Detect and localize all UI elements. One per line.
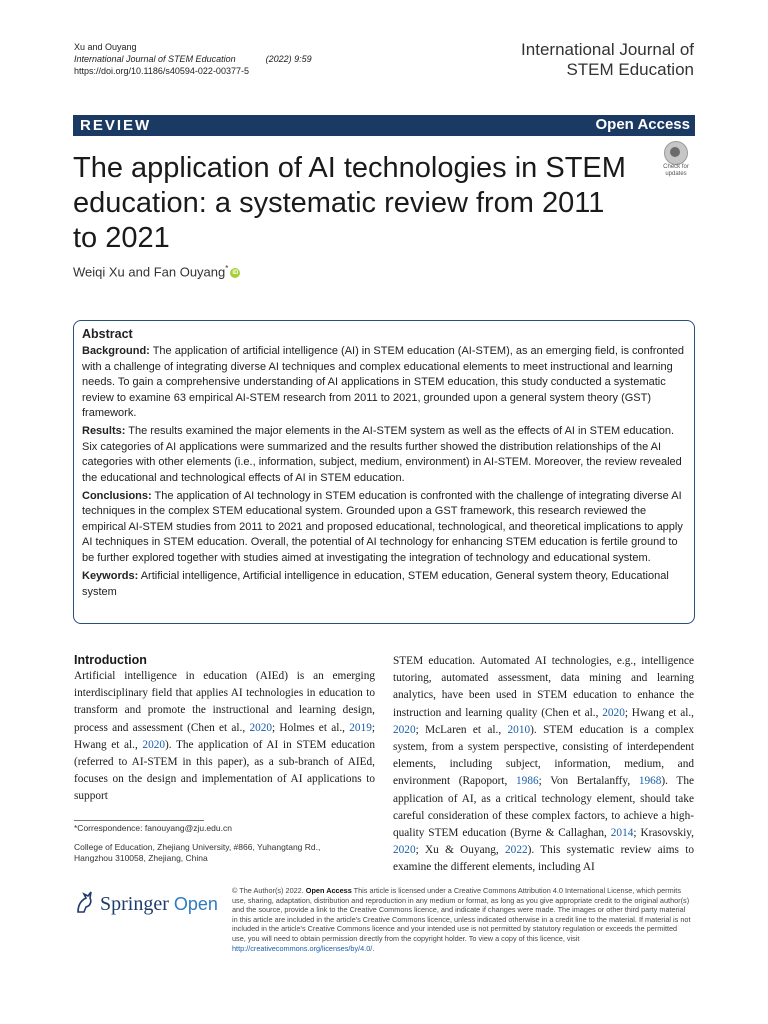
check-updates-line1: Check for (663, 164, 689, 170)
intro-text: ; Krasovskiy, (633, 827, 694, 840)
intro-text: ). This systematic review aims to examine the different elements, including AI (393, 844, 694, 874)
intro-text: ; McLaren et al., (415, 723, 508, 736)
title-line2: education: a systematic review from 2011 (73, 187, 605, 219)
license-statement (232, 886, 692, 953)
license-end: . (372, 943, 375, 953)
license-lead: © The Author(s) 2022. (232, 886, 304, 895)
title-line3: to 2021 (73, 222, 170, 254)
abstract-heading: Abstract (82, 327, 133, 341)
intro-text: ; Von Bertalanffy, (538, 775, 639, 788)
license-url-link[interactable]: http://creativecommons.org/licenses/by/4.0/ (232, 943, 373, 953)
citation-link[interactable]: 1986 (516, 775, 539, 788)
springer-wordmark (100, 893, 218, 916)
intro-text: Artificial intelligence in education (AIEd) is an emerging interdisciplinary field that applies AI technologies in education to transform and promote the instructional and learning design, process and assessment (Chen et al., (74, 670, 375, 734)
corresponding-marker: * (225, 264, 229, 273)
header-doi-link[interactable]: https://doi.org/10.1186/s40594-022-00377-5 (74, 66, 249, 76)
keywords-label: Keywords: (82, 570, 139, 583)
check-updates-icon (664, 141, 688, 165)
header-authors: Xu and Ouyang (74, 42, 137, 52)
header-journal (74, 53, 312, 65)
license-open-access: Open Access (305, 886, 352, 895)
background-text: The application of artificial intelligence (AI) in STEM education (AI-STEM), as an emerging field, is confronted with a challenge of integrating diverse AI techniques and complex educational elements to meet instructional and learning needs. To gain a comprehensive understanding of AI applications in STEM education, this study conducted a systematic review to examine 63 empirical AI-STEM research from 2011 to 2021, grounded upon a general system theory (GST) framework. (82, 345, 685, 420)
header-volume: (2022) 9:59 (265, 54, 312, 64)
header-journal-name: International Journal of STEM Education (74, 54, 236, 64)
check-for-updates-button[interactable] (656, 141, 696, 181)
springer-horse-icon (74, 890, 94, 914)
intro-left-column (74, 653, 375, 806)
footnote-divider (74, 820, 204, 821)
author-list (73, 264, 240, 279)
citation-link[interactable]: 2020 (393, 723, 416, 736)
citation-link[interactable]: 2020 (393, 844, 416, 857)
citation-link[interactable]: 2020 (142, 738, 166, 751)
abstract-conclusions (82, 489, 686, 566)
citation-link[interactable]: 2014 (610, 827, 634, 840)
intro-text: ). The application of AI in STEM education (referred to AI-STEM in this paper), as a sub-branch of AIEd, focuses on the design and implementation of AI applications to support (74, 738, 375, 803)
conclusions-text: The application of AI technology in STEM education is confronted with the challenge of integrating diverse AI techniques in the complex STEM educational system. Grounded upon a GST framework, this research reviewed the empirical AI-STEM studies from 2011 to 2021 and proposed educational, technological, and theoretical implications to apply AI techniques in STEM education. Overall, the potential of AI technology for enhancing STEM education is fertile ground to be further explored together with studies aimed at investigating the integration of technology and educational system. (82, 490, 683, 564)
results-text: The results examined the major elements in the AI-STEM system as well as the effects of AI in STEM education. Six categories of AI applications were summarized and the results further showed the distribution relationships of the AI categories with other elements (i.e., information, subject, medium, environment) in AI-STEM. Moreover, the review revealed the educational and technological effects of AI in STEM education. (82, 425, 682, 484)
abstract-background (82, 344, 686, 421)
intro-text: ). The application of AI, as a critical technology element, should take careful consideration of these complex factors, to achieve a high-quality STEM education (Byrne & Callaghan, (393, 775, 694, 840)
abstract-keywords (82, 569, 686, 600)
correspondence-note: *Correspondence: fanouyang@zju.edu.cn (74, 823, 232, 833)
springer-text: Springer (100, 893, 169, 915)
article-type-bar (73, 115, 695, 136)
check-updates-label (656, 164, 696, 178)
intro-text: STEM education. Automated AI technologies, e.g., intelligence tutoring, automated assessment, data mining and learning analytics, have been used in STEM education to enhance the instruction and learning quality (Chen et al., (393, 655, 694, 719)
abstract-box (73, 320, 695, 624)
citation-link[interactable]: 2020 (249, 721, 273, 734)
intro-right-column (393, 653, 694, 877)
orcid-icon[interactable]: iD (232, 269, 239, 276)
intro-text: ; Hwang et al., (74, 721, 375, 751)
citation-link[interactable]: 2020 (602, 706, 625, 719)
author-names[interactable]: Weiqi Xu and Fan Ouyang (73, 264, 226, 280)
citation-link[interactable]: 2019 (349, 721, 372, 734)
intro-text: ; Xu & Ouyang, (415, 844, 506, 857)
journal-title-block (521, 40, 694, 80)
citation-link[interactable]: 1968 (638, 775, 662, 788)
article-type-label: REVIEW (80, 117, 152, 134)
title-line1: The application of AI technologies in STEM (73, 152, 626, 184)
open-text: Open (173, 894, 218, 914)
journal-title-line2: STEM Education (566, 60, 694, 79)
intro-text: ; Holmes et al., (272, 721, 350, 734)
check-updates-line2: updates (665, 171, 687, 177)
conclusions-label: Conclusions: (82, 490, 152, 503)
citation-link[interactable]: 2010 (507, 723, 531, 736)
citation-link[interactable]: 2022 (505, 844, 528, 857)
introduction-heading: Introduction (74, 653, 147, 667)
license-text: This article is licensed under a Creative Commons Attribution 4.0 International License, which permits use, sharing, adaptation, distribution and reproduction in any medium or format, as long as you give appropriate credit to the original author(s) and the source, provide a link to the Creative Commons licence, and indicate if changes were made. The images or other third party material in this article are included in the article's Creative Commons licence, unless indicated otherwise in a credit line to the material. If material is not included in the article's Creative Commons licence and your intended use is not permitted by statutory regulation or exceeds the permitted use, you will need to obtain permission directly from the copyright holder. To view a copy of this licence, visit (232, 886, 691, 943)
article-title (73, 151, 633, 256)
results-label: Results: (82, 425, 126, 438)
background-label: Background: (82, 345, 150, 358)
running-header (74, 41, 312, 77)
affiliation-note: College of Education, Zhejiang University, #866, Yuhangtang Rd., Hangzhou 310058, Zhejiang, China (74, 842, 321, 863)
intro-text: ). STEM education is a complex system, from a system perspective, consisting of interdependent elements, including subject, information, medium, and environment (Rapoport, (393, 723, 694, 788)
open-access-label: Open Access (595, 116, 690, 133)
abstract-results (82, 424, 686, 486)
keywords-text: Artificial intelligence, Artificial intelligence in education, STEM education, General system theory, Educational system (82, 570, 669, 598)
journal-title-line1: International Journal of (521, 40, 694, 59)
springer-open-logo[interactable] (74, 890, 224, 918)
intro-text: ; Hwang et al., (624, 706, 694, 719)
